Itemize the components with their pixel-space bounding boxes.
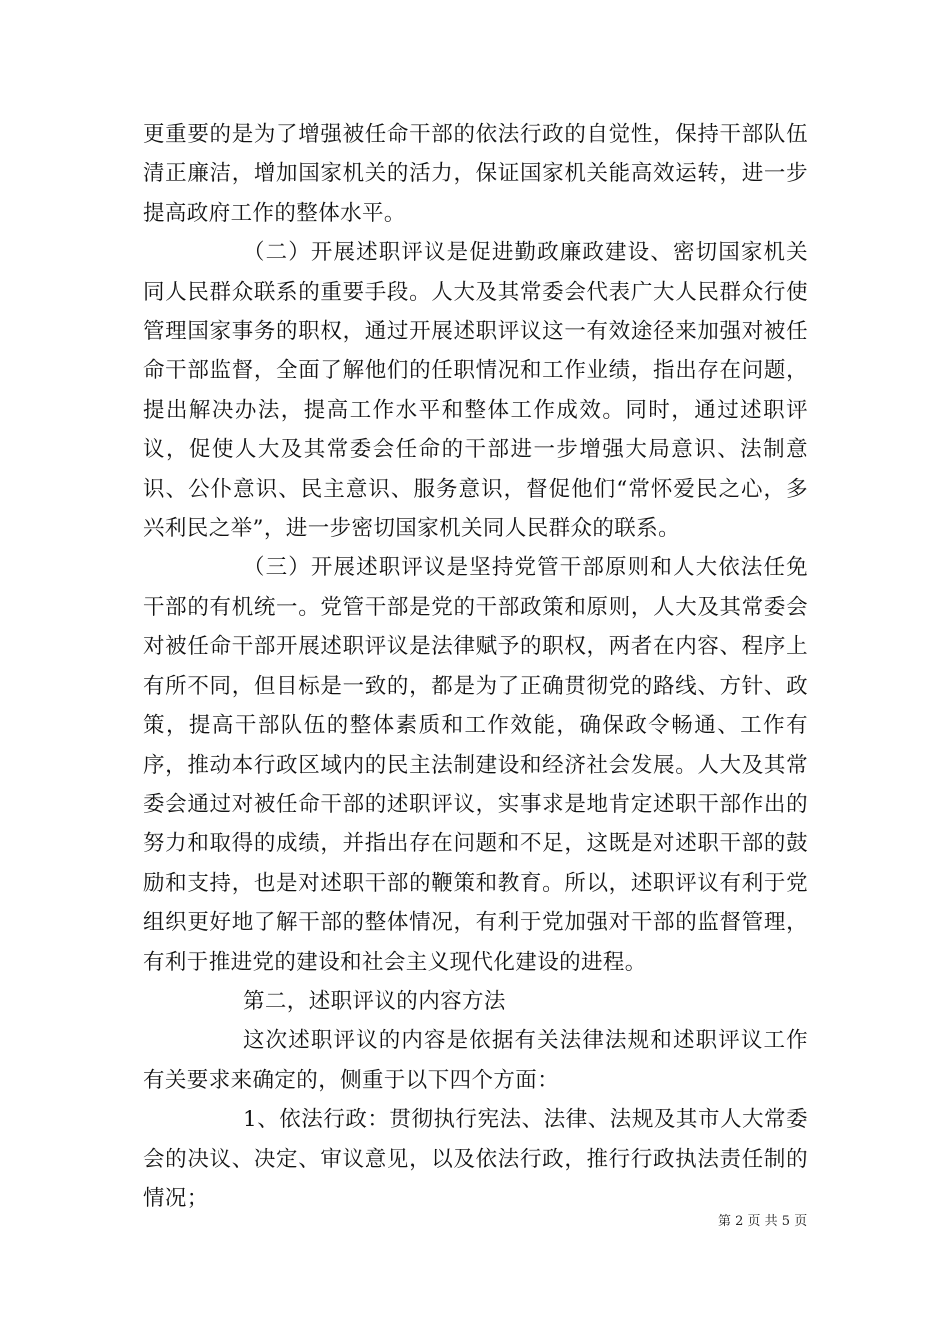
- paragraph-content-intro: 这次述职评议的内容是依据有关法律法规和述职评议工作有关要求来确定的，侧重于以下四个方面：: [143, 1028, 808, 1093]
- paragraph-continuation: 更重要的是为了增强被任命干部的依法行政的自觉性，保持干部队伍清正廉洁，增加国家机关的活力，保证国家机关能高效运转，进一步提高政府工作的整体水平。: [143, 122, 808, 226]
- section-heading: 第二，述职评议的内容方法: [243, 988, 506, 1014]
- paragraph-section-two: （二）开展述职评议是促进勤政廉政建设、密切国家机关同人民群众联系的重要手段。人大及其常委会代表广大人民群众行使管理国家事务的职权，通过开展述职评议这一有效途径来加强对被任命干部监督，全面了解他们的任职情况和工作业绩，指出存在问题，提出解决办法，提高工作水平和整体工作成效。同时，通过述职评议，促使人大及其常委会任命的干部进一步增强大局意识、法制意识、公仆意识、民主意识、服务意识，督促他们“常怀爱民之心，多兴利民之举”，进一步密切国家机关同人民群众的联系。: [143, 240, 808, 542]
- paragraph-section-three: （三）开展述职评议是坚持党管干部原则和人大依法任免干部的有机统一。党管干部是党的干部政策和原则，人大及其常委会对被任命干部开展述职评议是法律赋予的职权，两者在内容、程序上有所不同，但目标是一致的，都是为了正确贯彻党的路线、方针、政策，提高干部队伍的整体素质和工作效能，确保政令畅通、工作有序，推动本行政区域内的民主法制建设和经济社会发展。人大及其常委会通过对被任命干部的述职评议，实事求是地肯定述职干部作出的努力和取得的成绩，并指出存在问题和不足，这既是对述职干部的鼓励和支持，也是对述职干部的鞭策和教育。所以，述职评议有利于党组织更好地了解干部的整体情况，有利于党加强对干部的监督管理，有利于推进党的建设和社会主义现代化建设的进程。: [143, 555, 808, 975]
- page-number-footer: 第 2 页 共 5 页: [718, 1214, 808, 1229]
- paragraph-item-one: 1、依法行政：贯彻执行宪法、法律、法规及其市人大常委会的决议、决定、审议意见，以及依法行政，推行行政执法责任制的情况；: [143, 1107, 808, 1211]
- document-body: [143, 115, 808, 1218]
